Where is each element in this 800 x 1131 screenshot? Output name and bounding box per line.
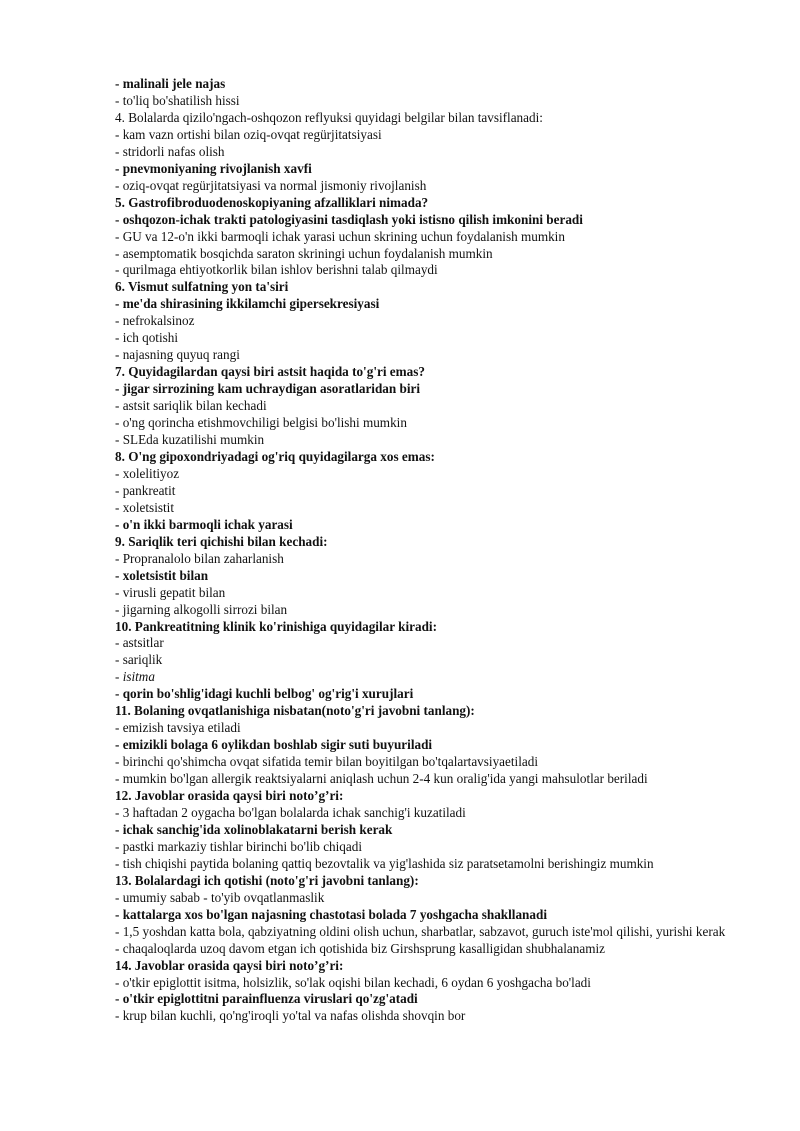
text-line: - isitma <box>115 669 155 685</box>
text-line: - Propranalolo bilan zaharlanish <box>115 550 284 566</box>
text-line: - stridorli nafas olish <box>115 143 225 159</box>
text-line: - krup bilan kuchli, qo'ng'iroqli yo'tal va nafas olishda shovqin bor <box>115 1008 466 1024</box>
text-line: - GU va 12-o'n ikki barmoqli ichak yarasi uchun skrining uchun foydalanish mumkin <box>115 228 565 244</box>
text-line: - asemptomatik bosqichda saraton skriningi uchun foydalanish mumkin <box>115 245 493 261</box>
document-text <box>115 76 745 1025</box>
text-line: 10. Pankreatitning klinik ko'rinishiga quyidagilar kiradi: <box>115 618 437 634</box>
text-line: - xoletsistit bilan <box>115 567 209 583</box>
text-line: - SLEda kuzatilishi mumkin <box>115 432 265 448</box>
text-line: - o'n ikki barmoqli ichak yarasi <box>115 516 293 532</box>
text-line: - mumkin bo'lgan allergik reaktsiyalarni aniqlash uchun 2-4 kun oralig'ida yangi mahsulotlar beriladi <box>115 771 648 787</box>
text-line: - o'tkir epiglottit isitma, holsizlik, so'lak oqishi bilan kechadi, 6 oydan 6 yoshgacha bo'ladi <box>115 974 591 990</box>
text-line: 5. Gastrofibroduodenoskopiyaning afzalliklari nimada? <box>115 194 429 210</box>
text-line: - pastki markaziy tishlar birinchi bo'lib chiqadi <box>115 838 363 854</box>
text-line: - tish chiqishi paytida bolaning qattiq bezovtalik va yig'lashida siz paratsetamolni berishingiz mumkin <box>115 855 654 871</box>
text-line: 13. Bolalardagi ich qotishi (noto'g'ri javobni tanlang): <box>115 872 419 888</box>
text-line: - kattalarga xos bo'lgan najasning chastotasi bolada 7 yoshgacha shakllanadi <box>115 906 547 922</box>
text-line: - oshqozon-ichak trakti patologiyasini tasdiqlash yoki istisno qilish imkonini beradi <box>115 211 583 227</box>
text-line: - ich qotishi <box>115 330 179 346</box>
text-line: 7. Quyidagilardan qaysi biri astsit haqida to'g'ri emas? <box>115 364 425 380</box>
text-line: 6. Vismut sulfatning yon ta'siri <box>115 279 289 295</box>
text-line: - birinchi qo'shimcha ovqat sifatida temir bilan boyitilgan bo'tqalartavsiyaetiladi <box>115 754 538 770</box>
text-line: - nefrokalsinoz <box>115 313 195 329</box>
text-line: - oziq-ovqat regürjitatsiyasi va normal jismoniy rivojlanish <box>115 177 427 193</box>
text-line: 11. Bolaning ovqatlanishiga nisbatan(noto'g'ri javobni tanlang): <box>115 703 475 719</box>
text-line: - chaqaloqlarda uzoq davom etgan ich qotishida biz Girshsprung kasalligidan shubhalanamiz <box>115 940 605 956</box>
text-line: - xoletsistit <box>115 499 174 515</box>
text-line: 14. Javoblar orasida qaysi biri noto’g’ri: <box>115 957 344 973</box>
text-line: - me'da shirasining ikkilamchi gipersekresiyasi <box>115 296 380 312</box>
text-line: 8. O'ng gipoxondriyadagi og'riq quyidagilarga xos emas: <box>115 448 435 464</box>
text-line: - o'tkir epiglottitni parainfluenza viruslari qo'zg'atadi <box>115 991 418 1007</box>
text-line: 9. Sariqlik teri qichishi bilan kechadi: <box>115 533 328 549</box>
text-line: - 1,5 yoshdan katta bola, qabziyatning oldini olish uchun, sharbatlar, sabzavot, guruch iste'mol qilishi, yurishi kerak <box>115 923 726 939</box>
text-line: - pnevmoniyaning rivojlanish xavfi <box>115 160 312 176</box>
text-line: 4. Bolalarda qizilo'ngach-oshqozon reflyuksi quyidagi belgilar bilan tavsiflanadi: <box>115 109 543 125</box>
text-line: - jigarning alkogolli sirrozi bilan <box>115 601 288 617</box>
text-line: - o'ng qorincha etishmovchiligi belgisi bo'lishi mumkin <box>115 415 407 431</box>
text-line: - qorin bo'shlig'idagi kuchli belbog' og'rig'i xurujlari <box>115 686 414 702</box>
text-line: - umumiy sabab - to'yib ovqatlanmaslik <box>115 889 325 905</box>
text-line: - virusli gepatit bilan <box>115 584 226 600</box>
text-line: - najasning quyuq rangi <box>115 347 240 363</box>
text-line: - to'liq bo'shatilish hissi <box>115 92 240 108</box>
text-line: - emizikli bolaga 6 oylikdan boshlab sigir suti buyuriladi <box>115 737 433 753</box>
text-line: - qurilmaga ehtiyotkorlik bilan ishlov berishni talab qilmaydi <box>115 262 438 278</box>
text-line: - astsitlar <box>115 635 164 651</box>
text-line: - xolelitiyoz <box>115 465 180 481</box>
text-line: - kam vazn ortishi bilan oziq-ovqat regürjitatsiyasi <box>115 126 382 142</box>
text-line: - emizish tavsiya etiladi <box>115 720 241 736</box>
text-line: - jigar sirrozining kam uchraydigan asoratlaridan biri <box>115 381 421 397</box>
text-line: - astsit sariqlik bilan kechadi <box>115 398 267 414</box>
text-line: 12. Javoblar orasida qaysi biri noto’g’ri: <box>115 788 344 804</box>
text-line: - 3 haftadan 2 oygacha bo'lgan bolalarda ichak sanchig'i kuzatiladi <box>115 804 466 820</box>
text-line: - ichak sanchig'ida xolinoblakatarni berish kerak <box>115 821 393 837</box>
text-line: - pankreatit <box>115 482 176 498</box>
text-line: - malinali jele najas <box>115 76 226 91</box>
text-line: - sariqlik <box>115 652 163 668</box>
